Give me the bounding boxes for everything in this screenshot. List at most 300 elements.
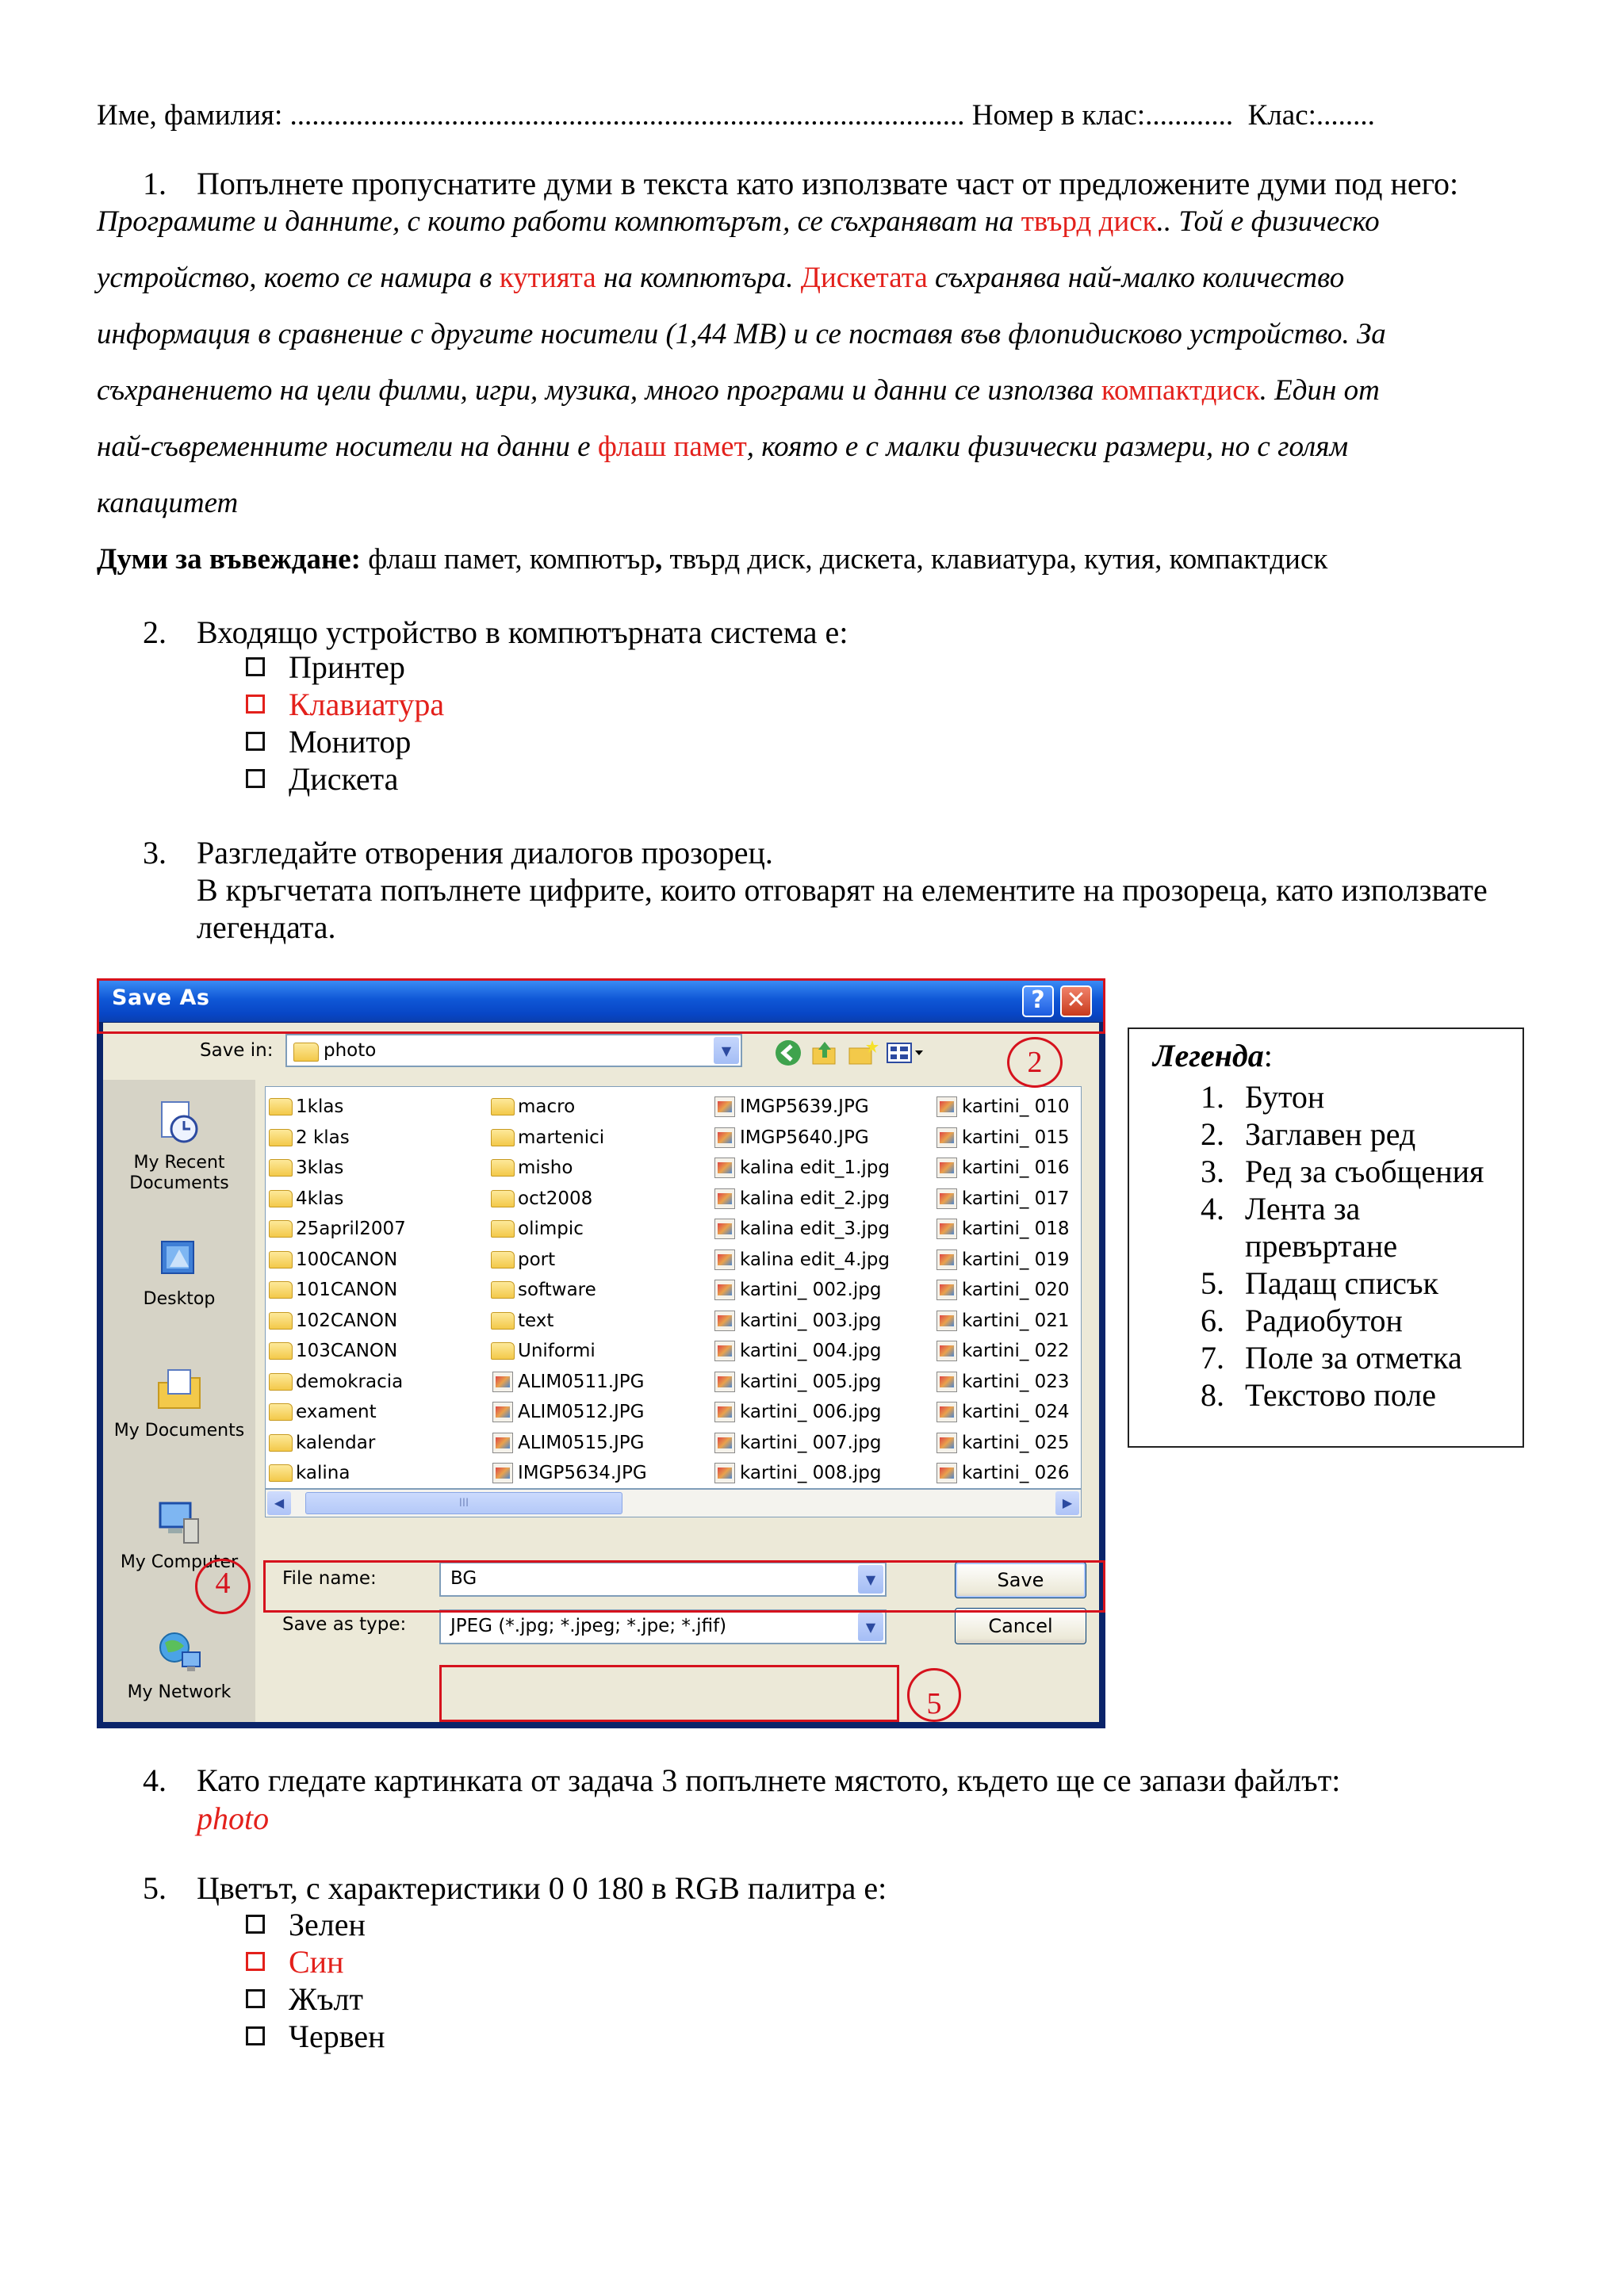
file-name: kartini_ 016 <box>962 1158 1070 1179</box>
q3-line-3: легендата. <box>197 909 336 945</box>
file-list-item[interactable] <box>935 1184 1082 1215</box>
folder-icon <box>269 1159 293 1177</box>
folder-icon <box>491 1312 515 1330</box>
my-network-icon <box>154 1628 205 1676</box>
q1-text-line-1 <box>97 205 1380 239</box>
file-list-item[interactable] <box>269 1367 483 1398</box>
q1-answer-flash: флаш памет <box>597 430 747 463</box>
image-file-icon <box>714 1280 735 1300</box>
image-file-icon <box>714 1127 735 1148</box>
q2-option-correct[interactable] <box>246 686 444 722</box>
q3-line-2: В кръгчетата попълнете цифрите, които отговарят на елементите на прозореца, като използвате <box>197 872 1488 908</box>
legend-text: Падащ списък <box>1245 1265 1438 1301</box>
q2-question: Входящо устройство в компютърната система е: <box>197 614 848 650</box>
number-label: Номер в клас:............ <box>971 99 1234 132</box>
file-name: 101CANON <box>296 1280 398 1301</box>
legend-number: 4. <box>1201 1191 1224 1226</box>
q1-words-comma: , <box>654 543 663 576</box>
chevron-down-icon[interactable]: ▼ <box>714 1037 739 1064</box>
file-name: kalendar <box>296 1432 376 1453</box>
file-list-item[interactable] <box>713 1092 935 1123</box>
checkbox[interactable] <box>246 1952 265 1971</box>
annotation-box-type-dropdown <box>439 1665 899 1722</box>
checkbox[interactable] <box>246 2026 265 2045</box>
image-file-icon <box>714 1096 735 1117</box>
q1-text: съхранението на цели филми, игри, музика, много програми и данни се използва <box>97 374 1101 407</box>
image-file-icon <box>714 1341 735 1361</box>
dialog-title: Save As <box>112 985 210 1010</box>
file-list-item[interactable] <box>491 1428 713 1459</box>
folder-icon <box>269 1190 293 1207</box>
file-list-item[interactable] <box>713 1275 935 1306</box>
file-list-item[interactable] <box>491 1092 713 1123</box>
checkbox[interactable] <box>246 1915 265 1934</box>
file-list-item[interactable] <box>935 1367 1082 1398</box>
checkbox[interactable] <box>246 695 265 714</box>
file-list-item[interactable] <box>713 1458 935 1489</box>
file-name: exament <box>296 1402 377 1423</box>
file-list-item[interactable] <box>935 1214 1082 1245</box>
scroll-thumb[interactable]: III <box>305 1492 622 1514</box>
save-as-type-dropdown[interactable] <box>439 1609 887 1644</box>
q1-text-line-3: информация в сравнение с другите носители (1,44 MB) и се поставя във флопидисково устройство. За <box>97 318 1386 350</box>
q1-question: Попълнете пропуснатите думи в текста като използвате част от предложените думи под него: <box>197 166 1459 201</box>
file-list-item[interactable] <box>491 1275 713 1306</box>
place-label: Desktop <box>143 1289 216 1309</box>
file-list-item[interactable] <box>491 1336 713 1367</box>
folder-icon <box>491 1098 515 1115</box>
q1-words: твърд диск, дискета, клавиатура, кутия, компактдиск <box>662 543 1328 576</box>
file-name: IMGP5640.JPG <box>740 1127 869 1148</box>
legend-item <box>1201 1265 1438 1302</box>
save-as-type-label: Save as type: <box>282 1614 407 1635</box>
legend-number: 2. <box>1201 1116 1224 1152</box>
desktop-icon <box>154 1235 205 1283</box>
q5-option[interactable] <box>246 2018 385 2054</box>
file-list-item[interactable] <box>491 1458 713 1489</box>
option-label: Жълт <box>289 1980 363 2017</box>
file-name: ALIM0511.JPG <box>518 1371 645 1392</box>
place-desktop[interactable] <box>103 1235 255 1310</box>
file-list-item[interactable] <box>491 1245 713 1276</box>
file-name: kartini_ 005.jpg <box>740 1371 882 1392</box>
views-menu-icon[interactable] <box>885 1039 925 1067</box>
file-list-item[interactable] <box>713 1428 935 1459</box>
legend-number: 3. <box>1201 1154 1224 1189</box>
file-name: kartini_ 024 <box>962 1402 1070 1423</box>
annotation-circle: 2 <box>1007 1037 1063 1088</box>
chevron-down-icon[interactable]: ▼ <box>858 1613 883 1641</box>
file-name: kartini_ 003.jpg <box>740 1310 882 1331</box>
q1-answer-cd: компактдиск <box>1101 374 1260 407</box>
my-computer-icon <box>154 1498 205 1546</box>
file-list-item[interactable] <box>269 1306 483 1337</box>
file-name: 25april2007 <box>296 1219 406 1240</box>
file-name: demokracia <box>296 1371 404 1392</box>
place-my-documents[interactable] <box>103 1367 255 1441</box>
option-label: Монитор <box>289 723 412 760</box>
checkbox[interactable] <box>246 769 265 788</box>
annotation-box-title-bar <box>97 978 1105 1034</box>
image-file-icon <box>492 1402 513 1422</box>
file-name: software <box>518 1280 596 1301</box>
file-column-2 <box>491 1092 713 1489</box>
q1-text-line-5 <box>97 430 1348 464</box>
image-file-icon <box>936 1372 957 1392</box>
file-list-item[interactable] <box>713 1367 935 1398</box>
legend-title <box>1153 1037 1273 1074</box>
file-list-item[interactable] <box>935 1153 1082 1184</box>
q3-question: Разгледайте отворения диалогов прозорец. <box>197 835 773 871</box>
option-label: Зелен <box>289 1906 366 1942</box>
q1-text-line-4 <box>97 373 1380 408</box>
legend-number: 8. <box>1201 1377 1224 1413</box>
legend-title-text: Легенда <box>1153 1038 1264 1073</box>
folder-icon <box>269 1281 293 1299</box>
file-name: kartini_ 010 <box>962 1096 1070 1118</box>
q4-question: Като гледате картинката от задача 3 попълнете мястото, където ще се запази файлът: <box>197 1762 1341 1798</box>
place-my-network[interactable] <box>103 1628 255 1703</box>
file-name: IMGP5634.JPG <box>518 1463 647 1484</box>
image-file-icon <box>714 1372 735 1392</box>
file-list-item[interactable] <box>269 1184 483 1215</box>
file-column-1 <box>269 1092 483 1489</box>
folder-icon <box>491 1251 515 1269</box>
file-name: 2 klas <box>296 1127 350 1148</box>
q1-words: флаш памет, компютър <box>361 543 655 576</box>
file-list-item[interactable] <box>935 1092 1082 1123</box>
file-name: text <box>518 1310 554 1331</box>
option-label: Дискета <box>289 760 399 797</box>
image-file-icon <box>936 1402 957 1422</box>
save-as-type-value: JPEG (*.jpg; *.jpeg; *.jpe; *.jfif) <box>450 1616 727 1636</box>
folder-icon <box>269 1403 293 1421</box>
file-list-item[interactable] <box>269 1214 483 1245</box>
new-folder-icon[interactable] <box>847 1039 879 1067</box>
q5-option[interactable] <box>246 1980 363 2017</box>
q2-option[interactable] <box>246 649 405 685</box>
legend-item <box>1201 1376 1436 1414</box>
q3-number: 3. <box>143 835 167 871</box>
file-list-item[interactable] <box>491 1153 713 1184</box>
file-name: 3klas <box>296 1158 344 1179</box>
legend-text: Лента за <box>1245 1191 1361 1226</box>
folder-icon <box>269 1312 293 1330</box>
file-name: kartini_ 020 <box>962 1280 1070 1301</box>
folder-icon <box>491 1129 515 1146</box>
file-list-item[interactable] <box>269 1428 483 1459</box>
place-label: My Network <box>127 1682 232 1702</box>
file-name: kartini_ 023 <box>962 1371 1070 1392</box>
q1-text: Програмите и данните, с които работи компютърът, се съхраняват на <box>97 205 1021 238</box>
legend-title-colon: : <box>1263 1038 1273 1073</box>
q5-option[interactable] <box>246 1906 366 1942</box>
legend-text: Радиобутон <box>1245 1303 1403 1338</box>
image-file-icon <box>714 1188 735 1209</box>
file-name: misho <box>518 1158 573 1179</box>
save-in-value: photo <box>324 1040 377 1061</box>
checkbox[interactable] <box>246 732 265 751</box>
place-my-recent-documents[interactable] <box>103 1099 255 1194</box>
file-list-item[interactable] <box>269 1123 483 1154</box>
file-list-item[interactable] <box>935 1428 1082 1459</box>
image-file-icon <box>714 1219 735 1239</box>
file-list-item[interactable] <box>713 1306 935 1337</box>
cancel-button[interactable]: Cancel <box>955 1608 1086 1644</box>
file-list-item[interactable] <box>491 1184 713 1215</box>
file-name: 1klas <box>296 1096 344 1118</box>
file-list-item[interactable] <box>935 1275 1082 1306</box>
legend-text: Текстово поле <box>1245 1377 1437 1413</box>
q1-answer-hard-disk: твърд диск <box>1021 205 1157 238</box>
checkbox[interactable] <box>246 1989 265 2008</box>
q1-answer-floppy: Дискетата <box>800 262 928 294</box>
my-documents-icon <box>154 1367 205 1414</box>
legend-item <box>1201 1078 1324 1115</box>
file-name: kartini_ 017 <box>962 1188 1070 1209</box>
image-file-icon <box>492 1433 513 1453</box>
file-name: 4klas <box>296 1188 344 1209</box>
legend-item <box>1201 1190 1360 1227</box>
file-name: ALIM0512.JPG <box>518 1402 645 1423</box>
image-file-icon <box>936 1158 957 1178</box>
option-label: Син <box>289 1943 344 1980</box>
file-list-item[interactable] <box>491 1367 713 1398</box>
file-name: kartini_ 007.jpg <box>740 1432 882 1453</box>
q1-text: най-съвременните носители на данни е <box>97 430 598 463</box>
file-list-item[interactable] <box>713 1123 935 1154</box>
q5-question: Цветът, с характеристики 0 0 180 в RGB палитра е: <box>197 1870 887 1906</box>
class-label: Клас:........ <box>1247 99 1375 132</box>
folder-icon <box>269 1434 293 1452</box>
legend-item <box>1201 1153 1484 1190</box>
up-folder-icon[interactable] <box>810 1039 839 1067</box>
q4-number: 4. <box>143 1762 167 1798</box>
file-name: 102CANON <box>296 1310 398 1331</box>
file-name: martenici <box>518 1127 605 1148</box>
legend-text: Ред за съобщения <box>1245 1154 1484 1189</box>
folder-icon <box>491 1159 515 1177</box>
image-file-icon <box>714 1311 735 1331</box>
file-list-item[interactable] <box>491 1214 713 1245</box>
file-name: kartini_ 025 <box>962 1432 1070 1453</box>
file-name: kartini_ 019 <box>962 1249 1070 1270</box>
file-name: kartini_ 002.jpg <box>740 1280 882 1301</box>
legend-number: 6. <box>1201 1303 1224 1338</box>
file-name: kartini_ 022 <box>962 1341 1070 1362</box>
file-name: kartini_ 006.jpg <box>740 1402 882 1423</box>
file-list-item[interactable] <box>269 1397 483 1428</box>
image-file-icon <box>936 1219 957 1239</box>
recent-documents-icon <box>154 1099 205 1146</box>
image-file-icon <box>936 1249 957 1270</box>
legend-box <box>1128 1027 1524 1448</box>
file-name: 103CANON <box>296 1341 398 1362</box>
legend-text: Бутон <box>1245 1079 1325 1115</box>
file-name: oct2008 <box>518 1188 593 1209</box>
file-name: kalina edit_3.jpg <box>740 1219 890 1240</box>
file-list-item[interactable] <box>713 1245 935 1276</box>
file-list-item[interactable] <box>713 1184 935 1215</box>
folder-icon <box>269 1129 293 1146</box>
image-file-icon <box>936 1463 957 1483</box>
file-name-value: BG <box>450 1568 477 1589</box>
folder-icon <box>269 1342 293 1360</box>
file-name: kalina edit_4.jpg <box>740 1249 890 1270</box>
file-list-item[interactable] <box>713 1336 935 1367</box>
q1-text: , която е с малки физически размери, но с голям <box>746 430 1349 463</box>
name-label: Име, фамилия: ............................................................................................ <box>97 99 965 132</box>
legend-item <box>1201 1302 1403 1339</box>
save-in-label: Save in: <box>200 1040 274 1061</box>
folder-icon <box>293 1043 319 1062</box>
folder-icon <box>269 1098 293 1115</box>
place-label: My Computer <box>120 1552 239 1572</box>
annotation-circle: 4 <box>195 1559 251 1614</box>
image-file-icon <box>936 1096 957 1117</box>
q1-words-label: Думи за въвеждане: <box>97 543 361 576</box>
image-file-icon <box>714 1433 735 1453</box>
image-file-icon <box>936 1433 957 1453</box>
q1-text: съхранява най-малко количество <box>927 262 1345 294</box>
file-list-item[interactable] <box>935 1306 1082 1337</box>
file-name: IMGP5639.JPG <box>740 1096 869 1118</box>
image-file-icon <box>492 1463 513 1483</box>
save-in-dropdown[interactable] <box>285 1034 742 1067</box>
file-name: Uniformi <box>518 1341 596 1362</box>
folder-icon <box>269 1251 293 1269</box>
file-list-item[interactable] <box>269 1275 483 1306</box>
file-name: 100CANON <box>296 1249 398 1270</box>
place-label: My Recent Documents <box>129 1153 229 1193</box>
folder-icon <box>491 1190 515 1207</box>
file-name: port <box>518 1249 556 1270</box>
q1-text: устройство, което се намира в <box>97 262 500 294</box>
file-name: kartini_ 018 <box>962 1219 1070 1240</box>
checkbox[interactable] <box>246 657 265 676</box>
legend-text: превъртане <box>1245 1228 1398 1264</box>
q1-text-line-6: капацитет <box>97 487 239 519</box>
header-line <box>97 98 1375 132</box>
q2-option[interactable] <box>246 723 411 760</box>
file-list[interactable] <box>265 1086 1082 1489</box>
image-file-icon <box>936 1188 957 1209</box>
q1-text-line-2 <box>97 261 1344 295</box>
back-icon[interactable] <box>774 1039 802 1067</box>
file-column-4 <box>935 1092 1082 1489</box>
file-name: macro <box>518 1096 576 1118</box>
q5-number: 5. <box>143 1870 167 1906</box>
file-list-item[interactable] <box>491 1123 713 1154</box>
file-column-3 <box>713 1092 935 1489</box>
q1-text: .. Той е физическо <box>1156 205 1380 238</box>
folder-icon <box>491 1281 515 1299</box>
save-as-dialog <box>97 978 1105 1728</box>
file-list-item[interactable] <box>269 1153 483 1184</box>
q2-option[interactable] <box>246 760 398 797</box>
file-list-item[interactable] <box>713 1397 935 1428</box>
annotation-box-scrollbar <box>263 1560 1105 1613</box>
file-name: kartini_ 015 <box>962 1127 1070 1148</box>
file-list-item[interactable] <box>935 1458 1082 1489</box>
file-list-item[interactable] <box>935 1245 1082 1276</box>
legend-text: Поле за отметка <box>1245 1340 1462 1376</box>
folder-icon <box>491 1342 515 1360</box>
file-list-item[interactable] <box>713 1153 935 1184</box>
image-file-icon <box>936 1280 957 1300</box>
file-list-item[interactable] <box>269 1245 483 1276</box>
q1-answer-case: кутията <box>499 262 596 294</box>
image-file-icon <box>492 1372 513 1392</box>
file-name-label: File name: <box>282 1568 377 1589</box>
chevron-down-icon[interactable]: ▼ <box>858 1565 883 1594</box>
image-file-icon <box>714 1249 735 1270</box>
file-list-item[interactable] <box>713 1214 935 1245</box>
image-file-icon <box>714 1402 735 1422</box>
q1-text: . Един от <box>1259 374 1380 407</box>
q4-answer: photo <box>197 1800 270 1836</box>
place-label: My Documents <box>113 1421 245 1441</box>
legend-text: Заглавен ред <box>1245 1116 1416 1152</box>
horizontal-scrollbar[interactable] <box>265 1489 1082 1517</box>
legend-number: 7. <box>1201 1340 1224 1376</box>
option-label: Клавиатура <box>289 686 445 722</box>
legend-item <box>1201 1115 1415 1153</box>
folder-icon <box>269 1464 293 1482</box>
file-name: kalina <box>296 1463 350 1484</box>
folder-icon <box>491 1220 515 1238</box>
folder-icon <box>269 1373 293 1391</box>
help-button[interactable]: ? <box>1022 985 1054 1017</box>
image-file-icon <box>936 1127 957 1148</box>
image-file-icon <box>936 1311 957 1331</box>
q1-words-line <box>97 542 1327 576</box>
folder-icon <box>269 1220 293 1238</box>
option-label: Принтер <box>289 649 405 685</box>
close-button[interactable]: ✕ <box>1060 985 1092 1017</box>
q1-text: на компютъра. <box>596 262 801 294</box>
image-file-icon <box>714 1463 735 1483</box>
file-name: kartini_ 021 <box>962 1310 1070 1331</box>
legend-item <box>1201 1227 1397 1265</box>
image-file-icon <box>936 1341 957 1361</box>
save-button[interactable]: Save <box>955 1562 1086 1598</box>
legend-number: 1. <box>1201 1079 1224 1115</box>
file-list-item[interactable] <box>269 1458 483 1489</box>
file-list-item[interactable] <box>269 1092 483 1123</box>
file-name: olimpic <box>518 1219 584 1240</box>
file-list-item[interactable] <box>491 1306 713 1337</box>
scroll-left-icon[interactable]: ◀ <box>267 1491 291 1515</box>
file-name: kartini_ 008.jpg <box>740 1463 882 1484</box>
annotation-circle: 5 <box>907 1668 961 1722</box>
scroll-right-icon[interactable]: ▶ <box>1055 1491 1079 1515</box>
file-name: kartini_ 004.jpg <box>740 1341 882 1362</box>
file-list-item[interactable] <box>935 1123 1082 1154</box>
file-name: kartini_ 026 <box>962 1463 1070 1484</box>
file-list-item[interactable] <box>491 1397 713 1428</box>
file-list-item[interactable] <box>935 1397 1082 1428</box>
q1-number: 1. <box>143 166 167 201</box>
q5-option-correct[interactable] <box>246 1943 344 1980</box>
option-label: Червен <box>289 2018 385 2054</box>
file-list-item[interactable] <box>269 1336 483 1367</box>
file-list-item[interactable] <box>935 1336 1082 1367</box>
file-name: kalina edit_2.jpg <box>740 1188 890 1209</box>
places-bar <box>103 1080 255 1722</box>
dialog-body <box>103 1023 1099 1722</box>
legend-item <box>1201 1339 1462 1376</box>
